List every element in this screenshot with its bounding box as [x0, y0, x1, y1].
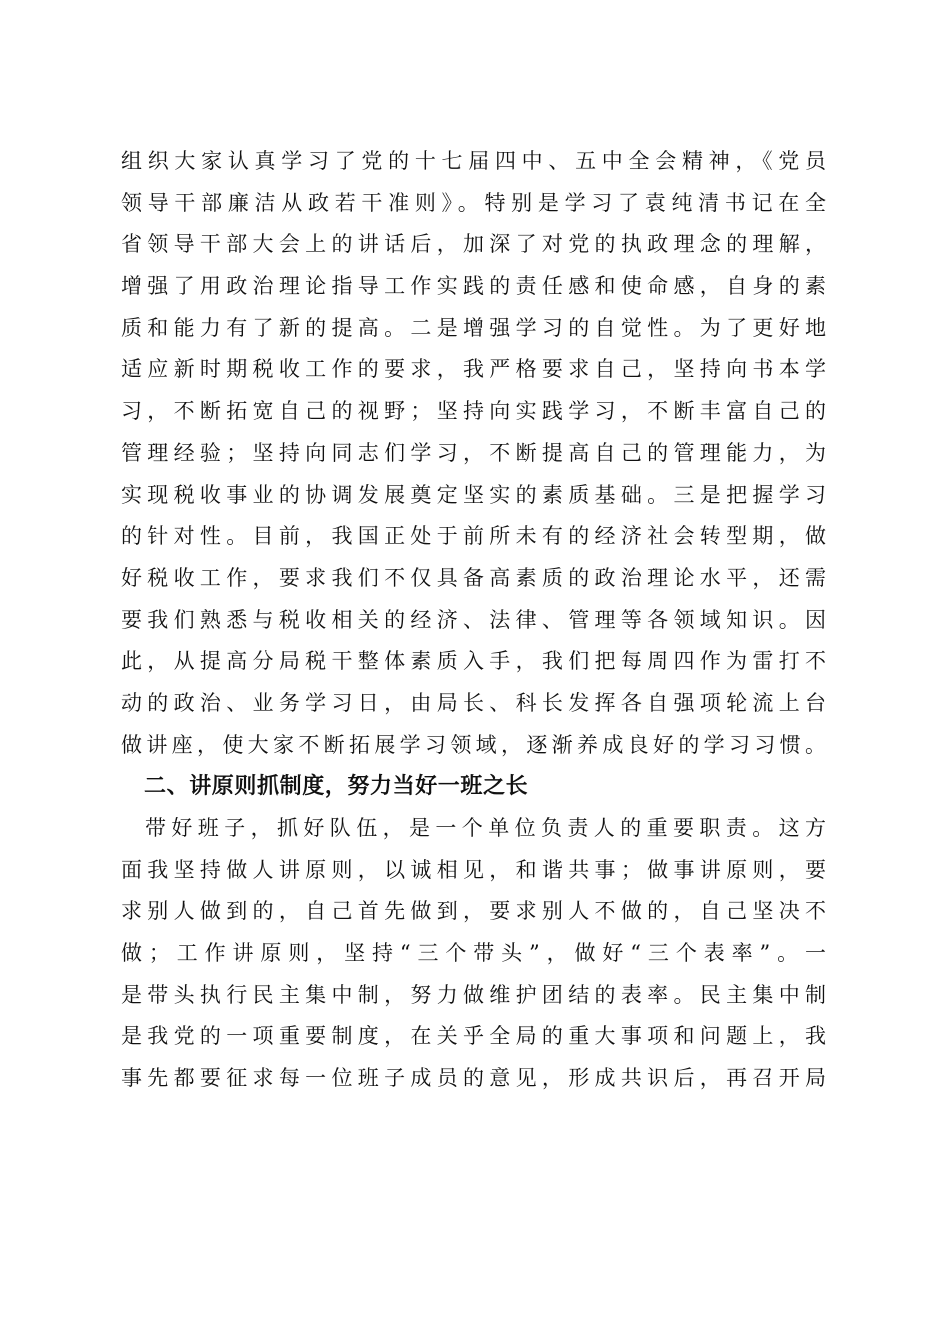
text-line: 面我坚持做人讲原则，以诚相见，和谐共事；做事讲原则，要 [121, 857, 826, 882]
text-line: 是带头执行民主集中制，努力做维护团结的表率。民主集中制 [121, 982, 826, 1007]
text-line: 事先都要征求每一位班子成员的意见，形成共识后，再召开局 [121, 1066, 826, 1091]
text-line: 组织大家认真学习了党的十七届四中、五中全会精神，《党员 [121, 149, 826, 173]
text-line: 增强了用政治理论指导工作实践的责任感和使命感，自身的素 [121, 274, 826, 299]
text-line: 做讲座，使大家不断拓展学习领域，逐渐养成良好的学习习惯。 [121, 732, 826, 757]
text-line: 此，从提高分局税干整体素质入手，我们把每周四作为雷打不 [121, 649, 826, 674]
text-line: 领导干部廉洁从政若干准则》。特别是学习了袁纯清书记在全 [121, 190, 826, 215]
text-line: 习，不断拓宽自己的视野；坚持向实践学习，不断丰富自己的 [121, 399, 826, 424]
text-line: 适应新时期税收工作的要求，我严格要求自己，坚持向书本学 [121, 357, 826, 382]
paragraph-2 [121, 808, 826, 1100]
text-line: 省领导干部大会上的讲话后，加深了对党的执政理念的理解， [121, 232, 826, 257]
text-line: 好税收工作，要求我们不仅具备高素质的政治理论水平，还需 [121, 565, 826, 590]
text-line: 做；工作讲原则，坚持“三个带头”，做好“三个表率”。一 [121, 941, 826, 966]
text-line: 带好班子，抓好队伍，是一个单位负责人的重要职责。这方 [145, 816, 826, 840]
text-line: 管理经验；坚持向同志们学习，不断提高自己的管理能力，为 [121, 440, 826, 465]
paragraph-1 [121, 141, 826, 766]
text-line: 实现税收事业的协调发展奠定坚实的素质基础。三是把握学习 [121, 482, 826, 507]
text-line: 求别人做到的，自己首先做到，要求别人不做的，自己坚决不 [121, 899, 826, 924]
text-line: 是我党的一项重要制度，在关乎全局的重大事项和问题上，我 [121, 1024, 826, 1049]
text-line: 要我们熟悉与税收相关的经济、法律、管理等各领域知识。因 [121, 607, 826, 632]
text-line: 动的政治、业务学习日，由局长、科长发挥各自强项轮流上台 [121, 690, 826, 715]
text-line: 质和能力有了新的提高。二是增强学习的自觉性。为了更好地 [121, 315, 826, 340]
document-body [121, 141, 826, 1100]
section-heading: 二、讲原则抓制度，努力当好一班之长 [144, 774, 529, 800]
text-line: 的针对性。目前，我国正处于前所未有的经济社会转型期，做 [121, 524, 826, 549]
